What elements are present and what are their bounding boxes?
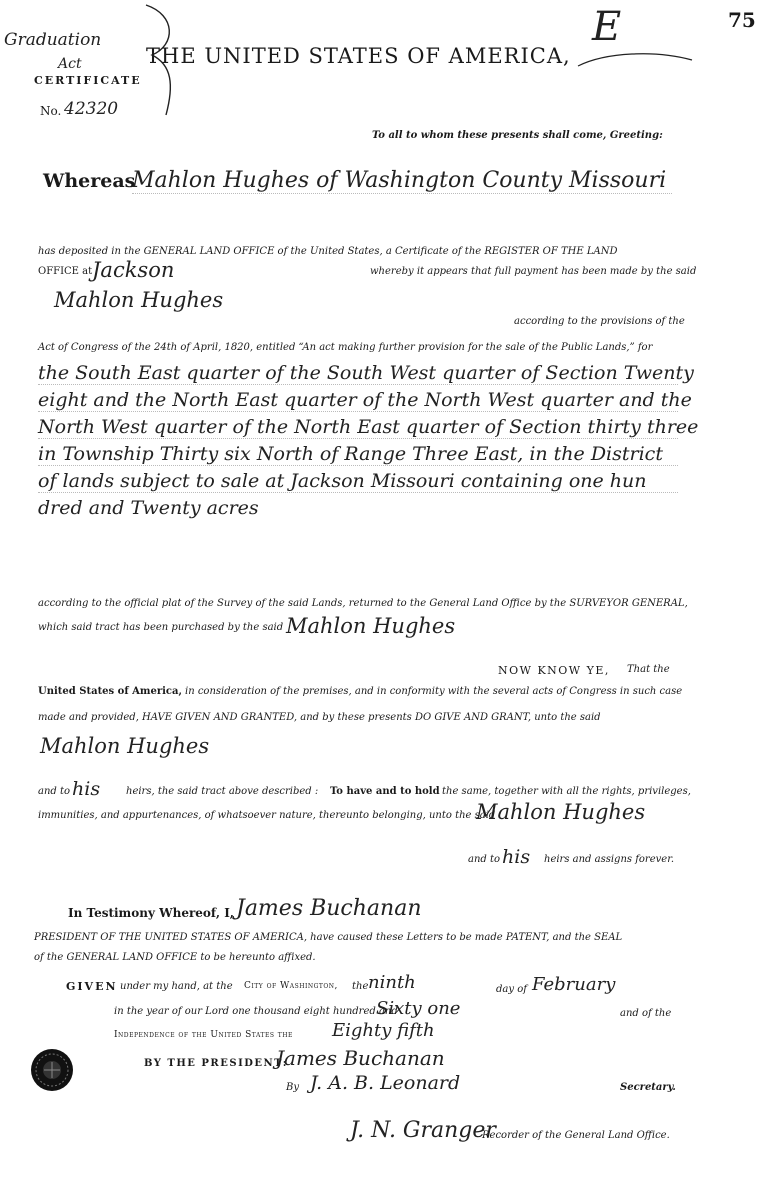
president-text: PRESIDENT OF THE UNITED STATES OF AMERICA, have caused these Letters to be made PATENT, and the SEAL [34,932,623,943]
secretary-label: Secretary. [620,1082,676,1093]
recorder-signature: J. N. Granger [350,1118,496,1143]
land-description-line: in Township Thirty six North of Range Three East, in the District [38,443,678,466]
city-label: City of Washington, [244,981,338,991]
month-value: February [532,974,616,995]
land-description-line: eight and the North East quarter of the North West quarter and the [38,389,692,411]
margin-letter: E [592,4,622,50]
margin-mark-swash [576,46,696,86]
the-label: the [352,981,369,992]
grantee-line: Mahlon Hughes of Washington County Missouri [132,168,672,194]
land-description-line: North West quarter of the North East quarter of Section thirty three [38,416,699,438]
to-have-blackletter: To have and to hold [330,786,440,797]
given-text: under my hand, at the [120,981,233,992]
general-land-office-seal-icon [30,1048,74,1092]
certificate-label: CERTIFICATE [34,74,142,87]
page-number: 75 [728,8,756,32]
given-label: GIVEN [66,980,118,993]
rights-text: the same, together with all the rights, privileges, [442,786,691,797]
granted-text: made and provided, HAVE GIVEN AND GRANTED, and by these presents DO GIVE AND GRANT, unto the said [38,712,601,723]
day-value: ninth [368,972,416,993]
independence-value: Eighty fifth [332,1020,435,1041]
that-the: That the [627,664,670,675]
grantee-name: Mahlon Hughes [40,734,210,758]
and-to-label-2: and to [468,854,501,865]
his-second: his [502,846,531,868]
immunities-text: immunities, and appurtenances, of whatsoever nature, thereunto belonging, unto the said [38,810,496,821]
certificate-number: 42320 [64,99,119,119]
independence-text: Independence of the United States the [114,1030,293,1040]
year-text: in the year of our Lord one thousand eight hundred and [114,1006,398,1017]
seal-text: of the GENERAL LAND OFFICE to be hereunto affixed. [34,952,316,963]
land-description-line: the South East quarter of the South West quarter of Section Twenty [38,362,694,384]
recorder-label: Recorder of the General Land Office. [482,1130,670,1141]
office-location: Jackson [92,258,175,282]
whereas-label: Whereas [43,170,136,192]
president-signature: James Buchanan [276,1046,445,1070]
greeting: To all to whom these presents shall come, Greeting: [372,130,663,141]
grantee-name-2: Mahlon Hughes [476,800,646,824]
survey-text: according to the official plat of the Survey of the said Lands, returned to the General Land Office by the SURVEYOR GENERAL, [38,598,688,609]
no-label: No. [40,104,62,118]
heirs-text: heirs, the said tract above described : [126,786,319,797]
annotation-act: Act [58,56,82,72]
day-of-label: day of [496,984,527,995]
by-the-president: BY THE PRESIDENT: [144,1058,288,1069]
provisions-text: according to the provisions of the [514,316,685,327]
his-first: his [72,778,101,800]
deposit-text: has deposited in the GENERAL LAND OFFICE of the United States, a Certificate of the REGISTER OF THE LAND [38,246,618,257]
heirs-assigns: heirs and assigns forever. [544,854,675,865]
secretary-signature: J. A. B. Leonard [310,1072,461,1094]
now-know-ye: NOW KNOW YE, [498,664,610,677]
and-of-the: and of the [620,1008,672,1019]
whereby-text: whereby it appears that full payment has been made by the said [370,266,697,277]
and-to-label: and to [38,786,71,797]
annotation-graduation: Graduation [4,30,102,50]
year-value: Sixty one [376,998,461,1019]
land-description-line: dred and Twenty acres [38,497,259,519]
purchased-text: which said tract has been purchased by the said [38,622,284,633]
by-label: By [286,1082,299,1093]
president-name: James Buchanan [236,896,422,921]
consideration-text: in consideration of the premises, and in conformity with the several acts of Congress in such case [185,686,683,697]
purchaser-name: Mahlon Hughes [286,614,456,638]
office-at-label: OFFICE at [38,266,93,277]
in-testimony: In Testimony Whereof, I, [68,906,234,920]
document-title: THE UNITED STATES OF AMERICA, [146,44,571,68]
land-description-line: of lands subject to sale at Jackson Missouri containing one hun [38,470,678,493]
payer-name: Mahlon Hughes [54,288,224,312]
united-states-blackletter: United States of America, [38,686,182,697]
act-text: Act of Congress of the 24th of April, 1820, entitled “An act making further provision for the sale of the Public Lands,” for [38,342,653,353]
